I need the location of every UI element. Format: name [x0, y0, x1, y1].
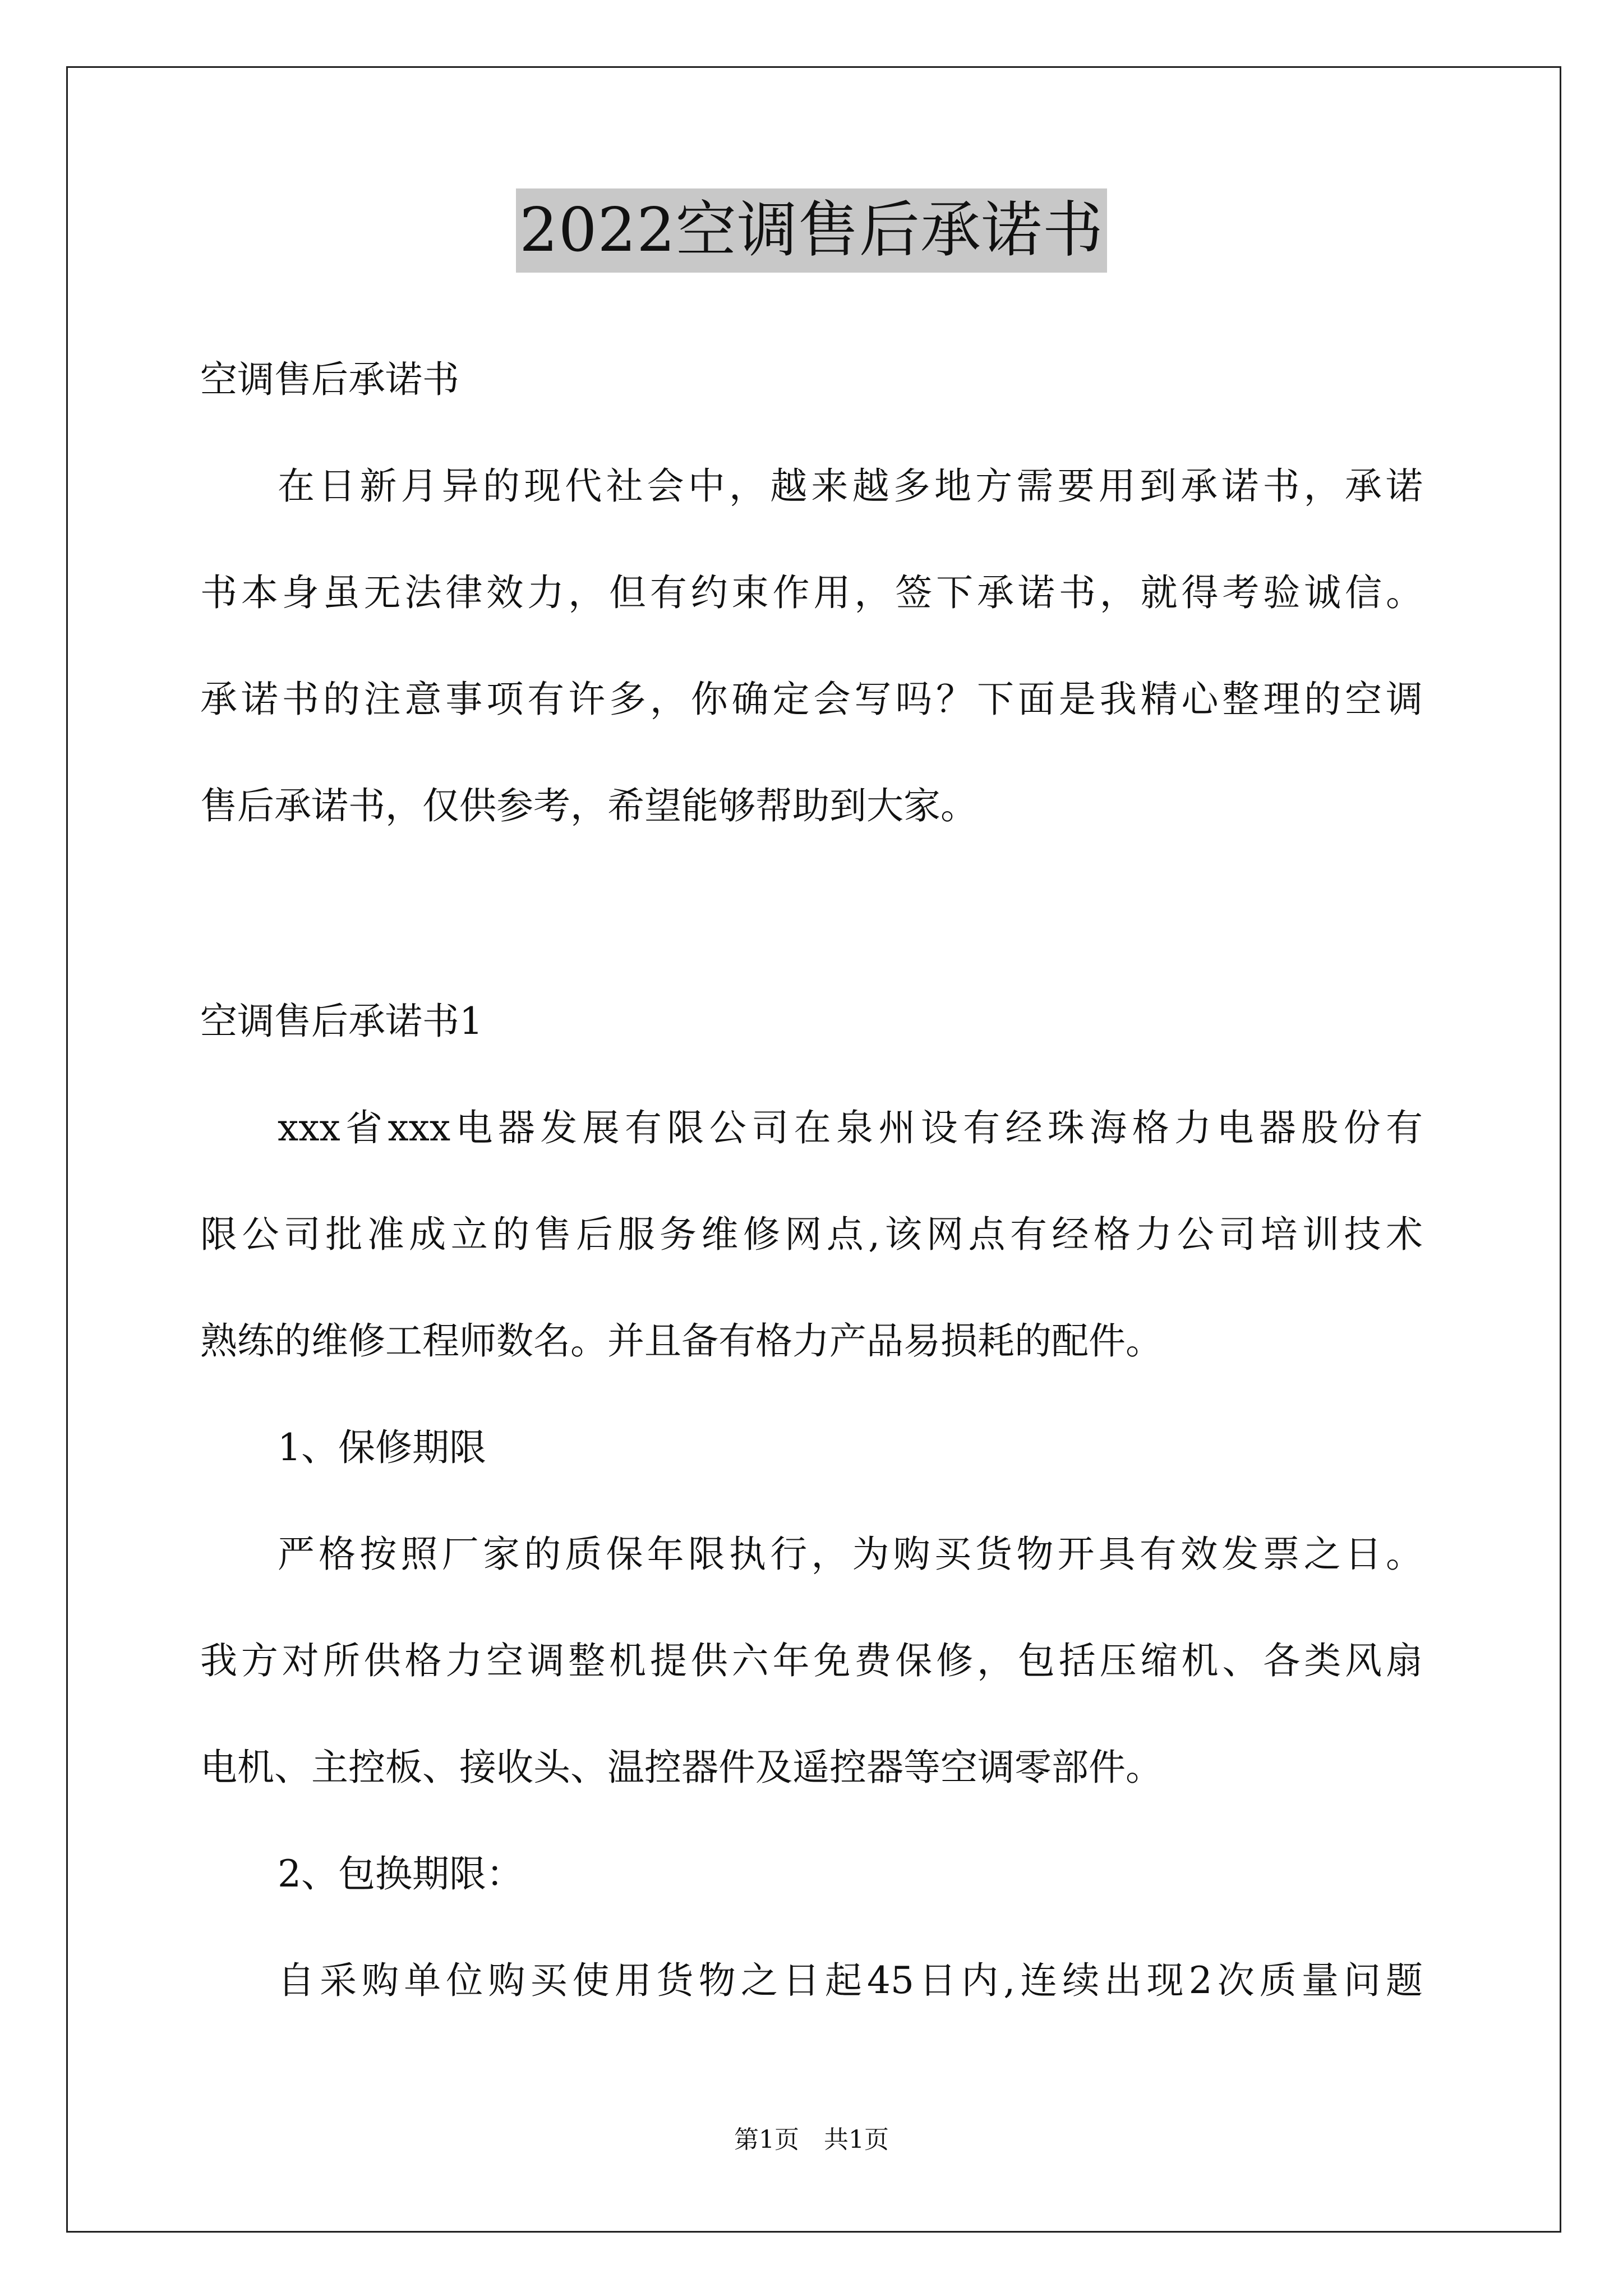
intro-line: 售后承诺书，仅供参考，希望能够帮助到大家。 [200, 784, 978, 827]
section1-heading: 空调售后承诺书1 [200, 1000, 483, 1043]
item1-line: 严格按照厂家的质保年限执行，为购买货物开具有效发票之日。 [278, 1533, 1423, 1576]
item1-heading: 1、保修期限 [278, 1426, 486, 1469]
item2-line: 自采购单位购买使用货物之日起45日内,连续出现2次质量问题 [278, 1959, 1423, 2002]
intro-line: 在日新月异的现代社会中，越来越多地方需要用到承诺书，承诺 [278, 464, 1423, 508]
item1-line: 我方对所供格力空调整机提供六年免费保修，包括压缩机、各类风扇 [200, 1639, 1423, 1682]
item1-line: 电机、主控板、接收头、温控器件及遥控器等空调零部件。 [200, 1746, 1163, 1789]
section1-line: xxx省xxx电器发展有限公司在泉州设有经珠海格力电器股份有 [278, 1106, 1423, 1149]
section1-line: 限公司批准成立的售后服务维修网点,该网点有经格力公司培训技术 [200, 1213, 1423, 1256]
intro-line: 书本身虽无法律效力，但有约束作用，签下承诺书，就得考验诚信。 [200, 571, 1423, 614]
document-subtitle: 空调售后承诺书 [200, 358, 459, 401]
item2-heading: 2、包换期限： [278, 1852, 523, 1895]
title-block [0, 188, 1623, 273]
intro-line: 承诺书的注意事项有许多，你确定会写吗？下面是我精心整理的空调 [200, 678, 1423, 721]
page-number-footer: 第1页 共1页 [734, 2125, 889, 2154]
document-title: 2022空调售后承诺书 [516, 188, 1107, 273]
section1-line: 熟练的维修工程师数名。并且备有格力产品易损耗的配件。 [200, 1319, 1163, 1363]
